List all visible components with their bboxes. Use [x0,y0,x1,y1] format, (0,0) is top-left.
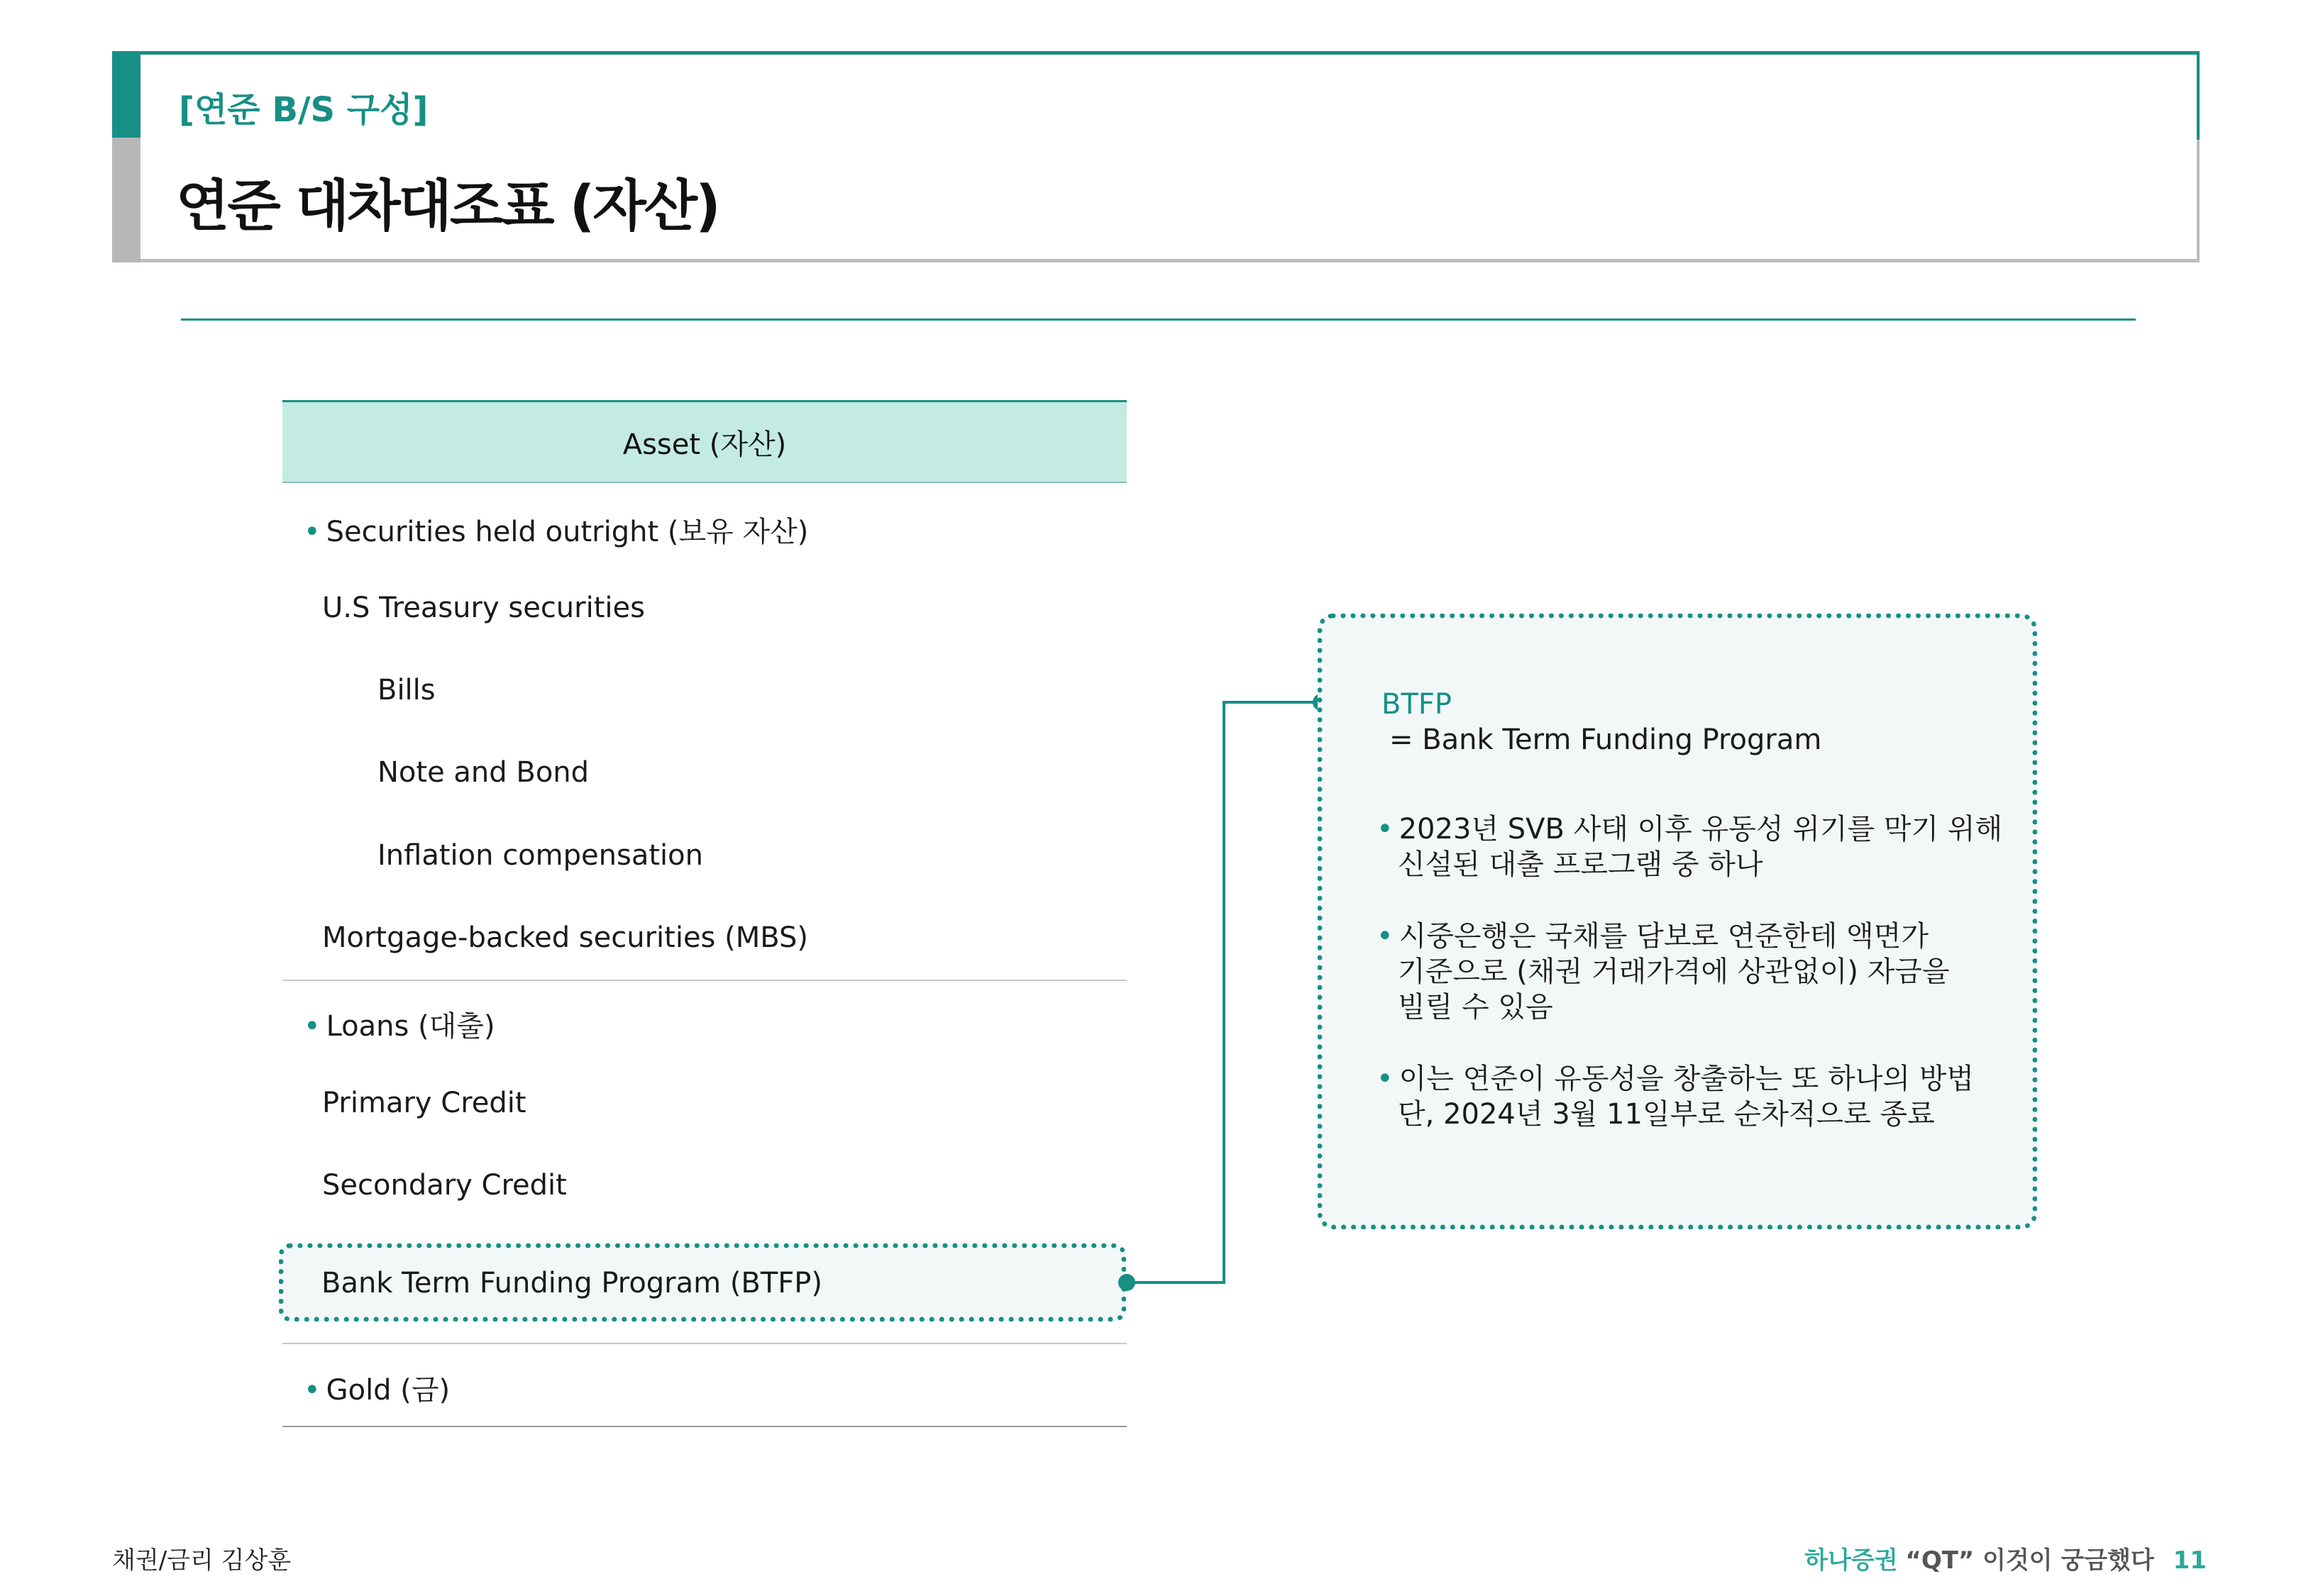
list-item-mbs: Mortgage-backed securities (MBS) [322,921,808,954]
callout-item-line: 빌릴 수 있음 [1398,991,1553,1024]
list-item-treasury: U.S Treasury securities [322,592,645,624]
callout-item-line: 기준으로 (채권 거래가격에 상관없이) 자금을 [1398,955,1950,988]
footer-author: 채권/금리 김상훈 [112,1546,292,1575]
list-item-label: Securities held outright (보유 자산) [326,516,809,548]
callout-title: BTFP [1381,688,1452,721]
callout-item-line: 단, 2024년 3월 11일부로 순차적으로 종료 [1398,1098,1935,1131]
list-item-btfp: Bank Term Funding Program (BTFP) [321,1267,823,1299]
list-item-bills: Bills [377,674,436,706]
list-item-secondary-credit: Secondary Credit [322,1169,567,1202]
bullet-icon: • [304,1374,321,1407]
bullet-icon: • [1377,920,1394,953]
list-item-inflation: Inflation compensation [377,839,703,872]
footer-brand: 하나증권 [1804,1546,1898,1575]
bullet-icon: • [304,1010,321,1043]
bullet-icon: • [1377,1063,1394,1095]
page-title: 연준 대차대조표 (자산) [176,174,719,238]
callout-item-line: 2023년 SVB 사태 이후 유동성 위기를 막기 위해 [1399,813,2003,846]
row-divider [282,1343,1127,1344]
list-item-label: Loans (대출) [326,1010,495,1043]
header-accent-bar-grey [112,138,140,262]
list-item-gold [304,1368,450,1408]
table-header-label: Asset (자산) [622,428,787,461]
list-item-primary-credit: Primary Credit [322,1087,526,1119]
callout-item [1377,1061,1974,1132]
row-divider [282,980,1127,981]
callout-item-line: 신설된 대출 프로그램 중 하나 [1398,848,1763,881]
title-divider [181,318,2136,321]
callout-item [1377,919,1950,1025]
bullet-icon: • [1377,813,1394,846]
page-number: 11 [2173,1546,2207,1575]
callout-item-line: 이는 연준이 유동성을 창출하는 또 하나의 방법 [1399,1063,1975,1095]
callout-subtitle: = Bank Term Funding Program [1389,724,1822,756]
list-item-note-bond: Note and Bond [377,756,590,789]
callout-item [1377,811,2002,882]
section-subtitle: [연준 B/S 구성] [179,90,429,130]
footer-tagline: “QT” 이것이 궁금했다 [1905,1546,2154,1575]
callout-item-line: 시중은행은 국채를 담보로 연준한테 액면가 [1399,920,1929,953]
table-header [282,400,1127,483]
bullet-icon: • [304,516,321,548]
footer-brand-line [1804,1541,2207,1575]
header-accent-bar [112,51,140,138]
list-item-loans [304,1004,495,1044]
table-bottom-border [282,1426,1127,1427]
list-item-securities [304,509,808,550]
list-item-label: Gold (금) [326,1374,451,1407]
